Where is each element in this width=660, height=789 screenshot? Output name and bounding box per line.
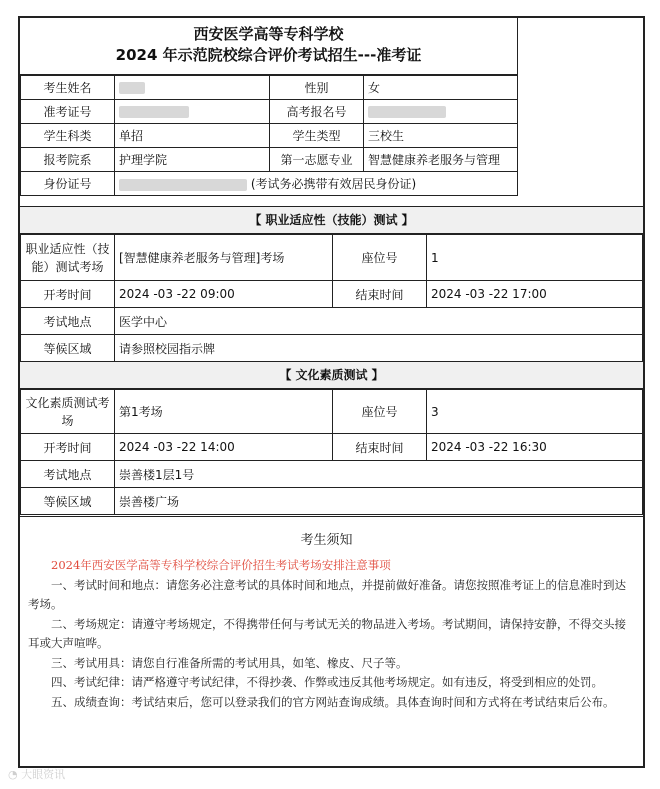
exam-notice — [20, 516, 643, 766]
id-label: 身份证号 — [21, 172, 115, 196]
notice-item: 五、成绩查询：考试结束后，您可以登录我们的官方网站查询成绩。具体查询时间和方式将在考试结束后公布。 — [51, 694, 615, 709]
cultural-table — [20, 389, 643, 515]
cult-wait-label: 等候区域 — [21, 488, 115, 515]
id-value — [115, 172, 518, 196]
ticket-title: 2024 年示范院校综合评价考试招生---准考证 — [115, 46, 422, 64]
voc-room-value: [智慧健康养老服务与管理]考场 — [115, 235, 333, 281]
watermark — [8, 766, 65, 782]
subject-label: 学生科类 — [21, 124, 115, 148]
subject-value: 单招 — [115, 124, 270, 148]
cult-wait-value: 崇善楼广场 — [115, 488, 643, 515]
voc-start-label: 开考时间 — [21, 281, 115, 308]
gender-value: 女 — [364, 76, 518, 100]
ticket-number-label: 准考证号 — [21, 100, 115, 124]
admission-ticket — [18, 16, 645, 768]
notice-item: 四、考试纪律：请严格遵守考试纪律，不得抄袭、作弊或违反其他考场规定。如有违反，将受到相应的处罚。 — [51, 675, 603, 689]
ticket-number-value — [115, 100, 270, 124]
table-row — [21, 308, 643, 335]
cult-end-label: 结束时间 — [333, 434, 427, 461]
table-row — [21, 461, 643, 488]
cult-end-value: 2024 -03 -22 16:30 — [427, 434, 643, 461]
voc-end-label: 结束时间 — [333, 281, 427, 308]
redacted-name — [119, 82, 145, 94]
voc-place-label: 考试地点 — [21, 308, 115, 335]
voc-wait-value: 请参照校园指示牌 — [115, 335, 643, 362]
table-row — [21, 172, 518, 196]
gender-label: 性别 — [270, 76, 364, 100]
redacted-registration-number — [368, 106, 446, 118]
table-row — [21, 335, 643, 362]
registration-label: 高考报名号 — [270, 100, 364, 124]
department-label: 报考院系 — [21, 148, 115, 172]
voc-start-value: 2024 -03 -22 09:00 — [115, 281, 333, 308]
table-row — [21, 488, 643, 515]
table-row — [21, 76, 518, 100]
name-value — [115, 76, 270, 100]
section-vocational: 【 职业适应性（技能）测试 】 — [20, 206, 643, 234]
school-name: 西安医学高等专科学校 — [193, 25, 344, 43]
voc-wait-label: 等候区域 — [21, 335, 115, 362]
redacted-id-number — [119, 179, 247, 191]
cult-place-value: 崇善楼1层1号 — [115, 461, 643, 488]
notice-item: 二、考场规定：请遵守考场规定，不得携带任何与考试无关的物品进入考场。考试期间，请保持安静，不得交头接耳或大声喧哗。 — [28, 616, 626, 650]
notice-item: 一、考试时间和地点：请您务必注意考试的具体时间和地点，并提前做好准备。请您按照准考证上的信息准时到达考场。 — [28, 577, 626, 611]
table-row — [21, 148, 518, 172]
notice-intro: 2024年西安医学高等专科学校综合评价招生考试考场安排注意事项 — [51, 558, 391, 572]
table-row — [21, 235, 643, 281]
id-note: (考试务必携带有效居民身份证) — [250, 177, 417, 191]
voc-seat-label: 座位号 — [333, 235, 427, 281]
voc-place-value: 医学中心 — [115, 308, 643, 335]
department-value: 护理学院 — [115, 148, 270, 172]
watermark-text: 大眼资讯 — [21, 768, 66, 781]
basic-info-table — [20, 75, 518, 196]
cult-place-label: 考试地点 — [21, 461, 115, 488]
photo-area — [518, 18, 645, 207]
voc-end-value: 2024 -03 -22 17:00 — [427, 281, 643, 308]
cult-room-value: 第1考场 — [115, 390, 333, 434]
student-type-value: 三校生 — [364, 124, 518, 148]
student-type-label: 学生类型 — [270, 124, 364, 148]
notice-title: 考生须知 — [300, 533, 353, 548]
major-label: 第一志愿专业 — [270, 148, 364, 172]
table-row — [21, 124, 518, 148]
name-label: 考生姓名 — [21, 76, 115, 100]
redacted-ticket-number — [119, 106, 189, 118]
voc-room-label: 职业适应性（技能）测试考场 — [21, 235, 115, 281]
table-row — [21, 281, 643, 308]
cult-room-label: 文化素质测试考场 — [21, 390, 115, 434]
table-row — [21, 100, 518, 124]
section-cultural: 【 文化素质测试 】 — [20, 361, 643, 389]
registration-value — [364, 100, 518, 124]
table-row — [21, 434, 643, 461]
voc-seat-value: 1 — [427, 235, 643, 281]
cult-seat-label: 座位号 — [333, 390, 427, 434]
cult-start-label: 开考时间 — [21, 434, 115, 461]
vocational-table — [20, 234, 643, 362]
major-value: 智慧健康养老服务与管理 — [364, 148, 518, 172]
watermark-logo-icon: ◔ — [8, 768, 18, 781]
cult-seat-value: 3 — [427, 390, 643, 434]
notice-item: 三、考试用具：请您自行准备所需的考试用具，如笔、橡皮、尺子等。 — [51, 655, 408, 670]
cult-start-value: 2024 -03 -22 14:00 — [115, 434, 333, 461]
table-row — [21, 390, 643, 434]
ticket-header — [20, 18, 518, 75]
